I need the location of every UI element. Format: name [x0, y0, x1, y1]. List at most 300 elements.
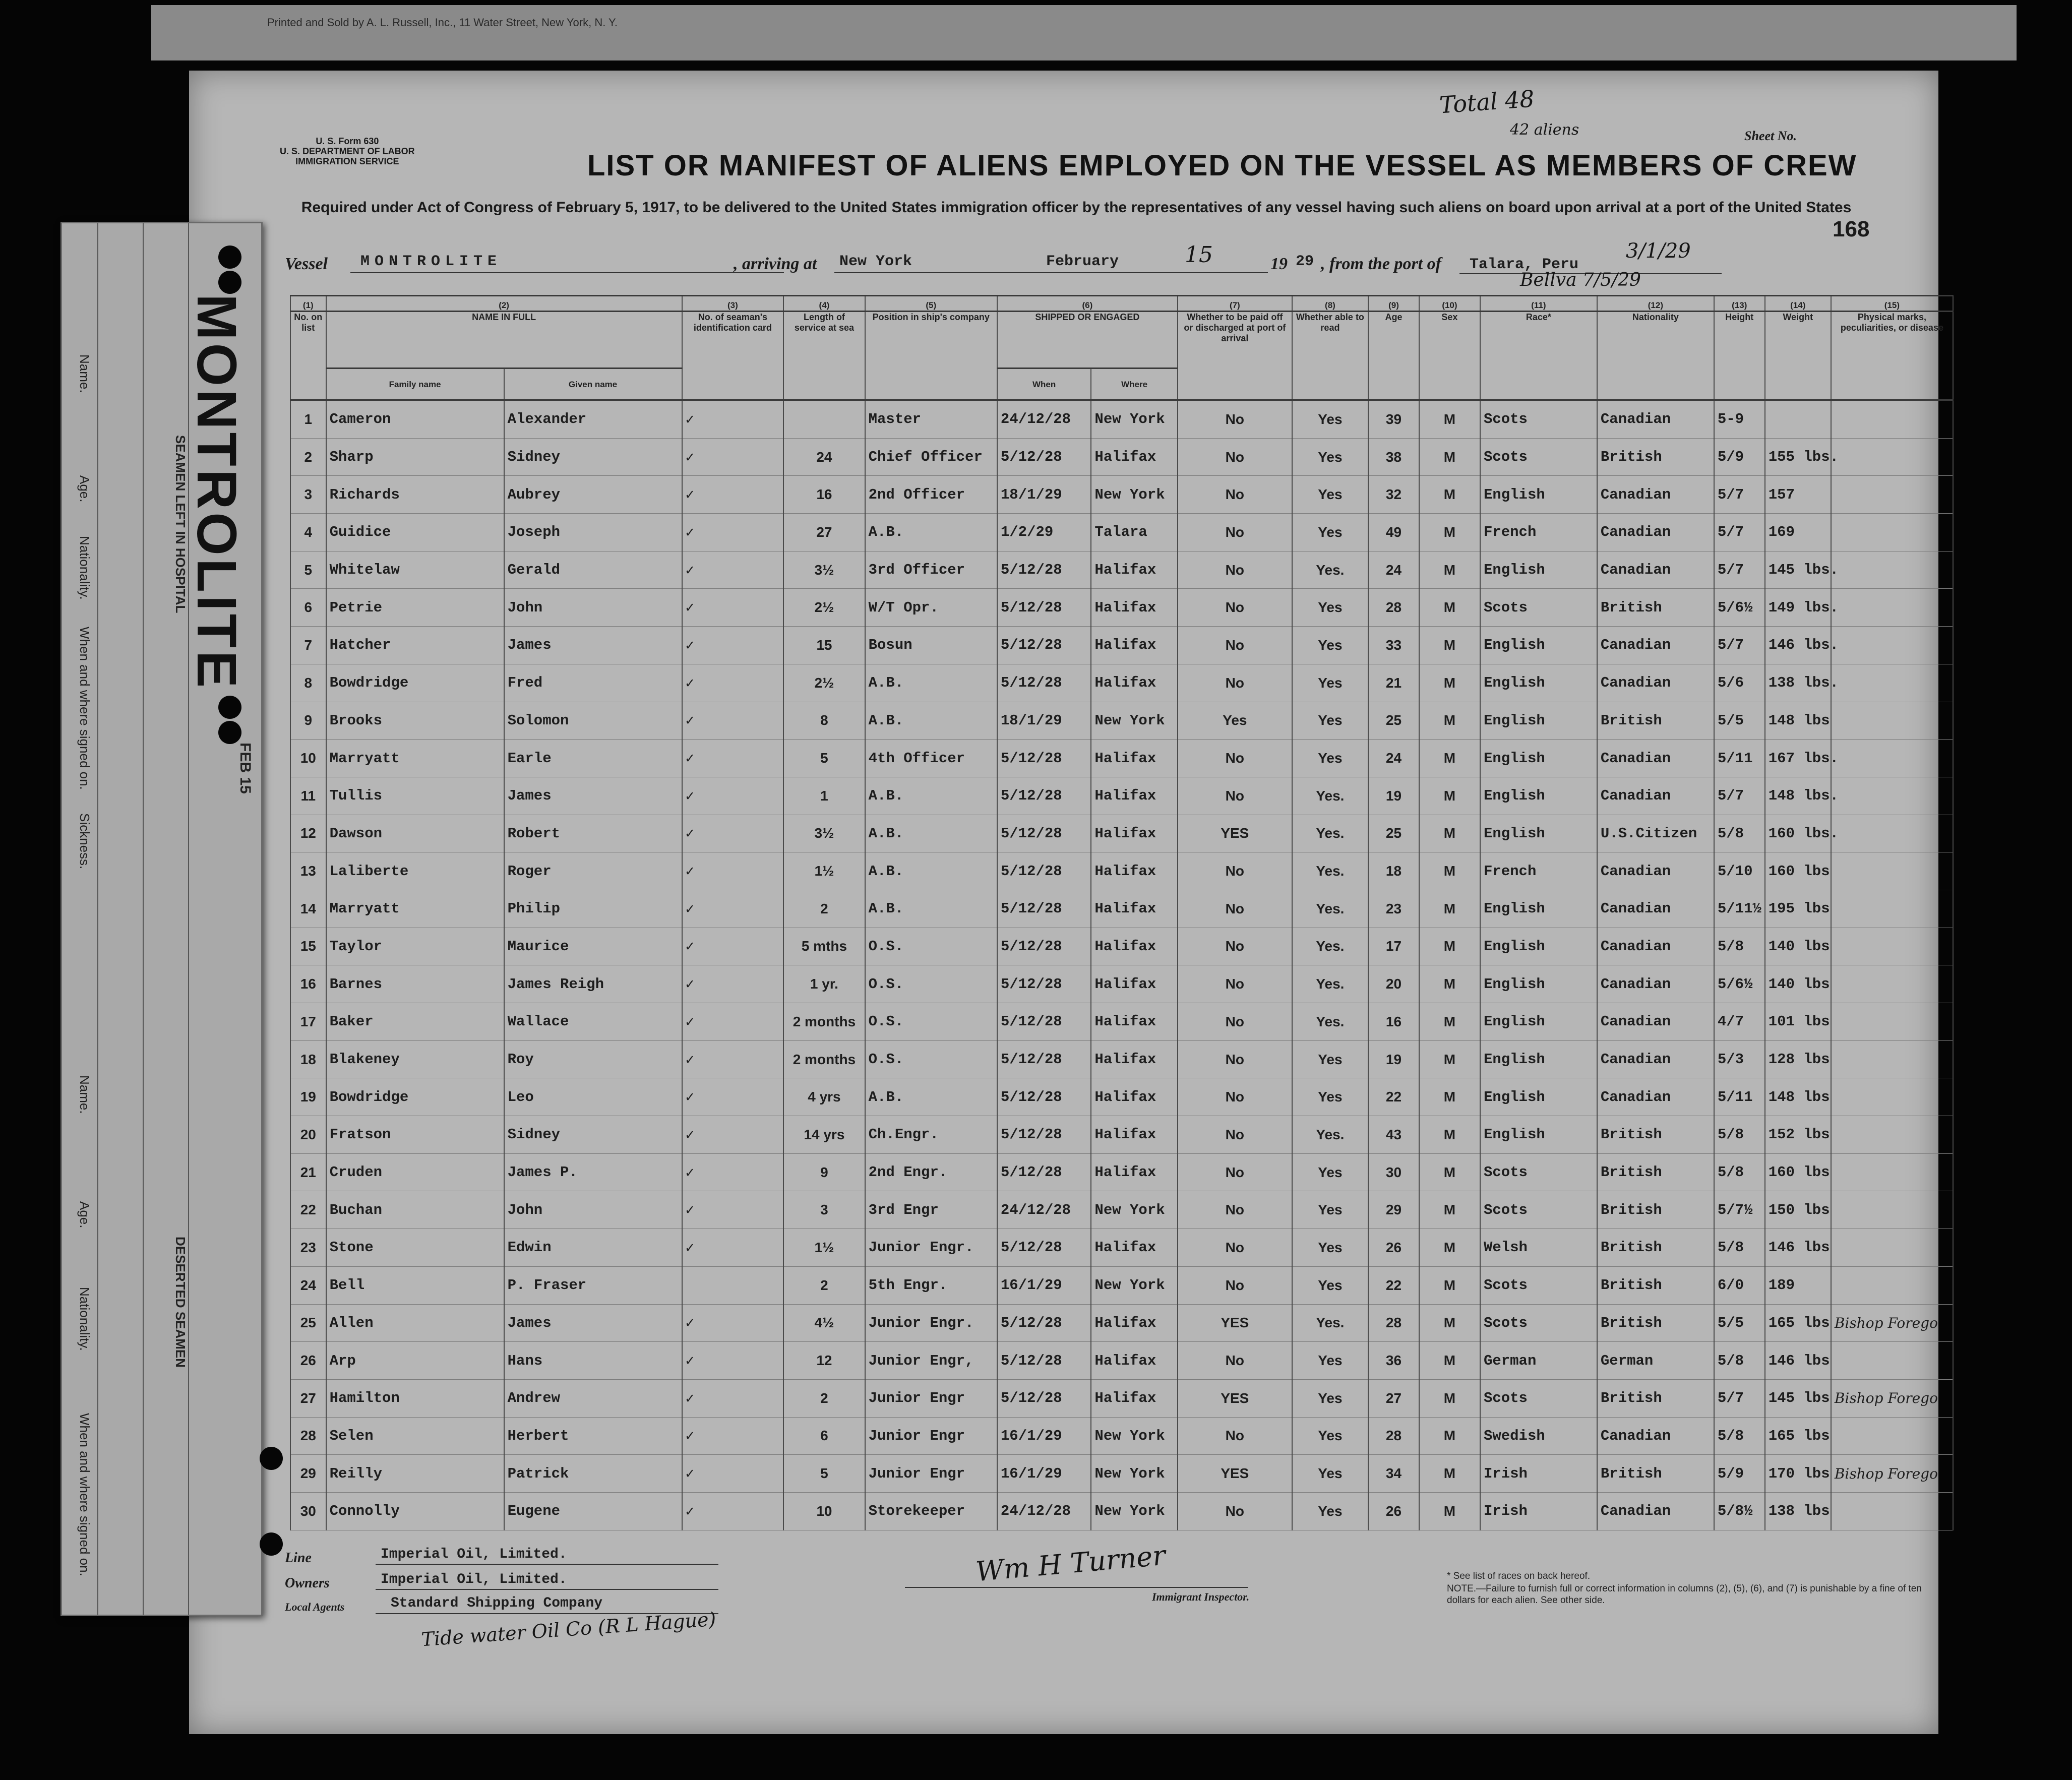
cell-id-card-check: ✓	[682, 965, 784, 1003]
cell-given-name: Andrew	[504, 1379, 682, 1417]
cell-id-card-check: ✓	[682, 852, 784, 890]
inspector-signature: Wm H Turner	[974, 1539, 1167, 1588]
cell-weight: 160 lbs	[1765, 852, 1831, 890]
cell-physical-marks	[1831, 664, 1953, 702]
cell-paid-off: No	[1178, 1492, 1292, 1530]
cell-age: 19	[1368, 777, 1419, 815]
cell-service-length: 2	[783, 1379, 865, 1417]
cell-physical-marks	[1831, 476, 1953, 514]
form-id-block	[280, 136, 415, 166]
cell-nationality: German	[1597, 1342, 1714, 1380]
penalty-note: NOTE.—Failure to furnish full or correct information in columns (2), (5), (6), and (7) is punishable by a fine of ten dollars for each alien. See other side.	[1447, 1583, 1922, 1606]
cell-sex: M	[1419, 627, 1480, 664]
cell-height: 5/10	[1714, 852, 1765, 890]
header-weight: Weight	[1765, 312, 1831, 400]
cell-shipped-when: 5/12/28	[997, 1304, 1091, 1342]
cell-shipped-where: Halifax	[1091, 1304, 1177, 1342]
cell-shipped-when: 5/12/28	[997, 551, 1091, 589]
cell-nationality: Canadian	[1597, 1003, 1714, 1041]
cell-height: 5/7	[1714, 476, 1765, 514]
cell-sex: M	[1419, 777, 1480, 815]
header-service: Length of service at sea	[783, 312, 865, 400]
cell-physical-marks	[1831, 702, 1953, 740]
cell-shipped-when: 5/12/28	[997, 1078, 1091, 1116]
cell-paid-off: YES	[1178, 815, 1292, 852]
cell-paid-off: No	[1178, 1417, 1292, 1455]
cell-physical-marks	[1831, 890, 1953, 928]
cell-id-card-check: ✓	[682, 1379, 784, 1417]
cell-id-card-check: ✓	[682, 1455, 784, 1493]
page-number: 168	[1833, 217, 1870, 241]
binding-hole	[218, 696, 241, 719]
cell-position: Bosun	[865, 627, 997, 664]
cell-service-length: 10	[783, 1492, 865, 1530]
cell-given-name: Wallace	[504, 1003, 682, 1041]
cell-shipped-where: Halifax	[1091, 890, 1177, 928]
cell-position: O.S.	[865, 1040, 997, 1078]
cell-physical-marks	[1831, 1116, 1953, 1154]
cell-weight: 145 lbs.	[1765, 551, 1831, 589]
inspector-label: Immigrant Inspector.	[1152, 1590, 1250, 1603]
cell-given-name: Leo	[504, 1078, 682, 1116]
table-row	[290, 740, 1953, 777]
cell-sex: M	[1419, 551, 1480, 589]
cell-age: 49	[1368, 514, 1419, 551]
cell-able-to-read: Yes.	[1292, 1116, 1368, 1154]
vessel-label: Vessel	[285, 255, 328, 273]
cell-race: Scots	[1480, 589, 1597, 627]
cell-family-name: Blakeney	[326, 1040, 504, 1078]
cell-service-length: 2½	[783, 664, 865, 702]
cell-shipped-when: 5/12/28	[997, 1379, 1091, 1417]
cell-age: 16	[1368, 1003, 1419, 1041]
cell-given-name: Earle	[504, 740, 682, 777]
cell-id-card-check: ✓	[682, 1116, 784, 1154]
cell-physical-marks	[1831, 815, 1953, 852]
cell-family-name: Baker	[326, 1003, 504, 1041]
cell-service-length: 16	[783, 476, 865, 514]
cell-shipped-when: 5/12/28	[997, 1153, 1091, 1191]
cell-given-name: Gerald	[504, 551, 682, 589]
cell-family-name: Dawson	[326, 815, 504, 852]
cell-id-card-check	[682, 1266, 784, 1304]
cell-given-name: James P.	[504, 1153, 682, 1191]
table-row	[290, 852, 1953, 890]
cell-race: Scots	[1480, 438, 1597, 476]
cell-shipped-where: Halifax	[1091, 1229, 1177, 1267]
cell-service-length: 5	[783, 1455, 865, 1493]
cell-service-length: 2	[783, 890, 865, 928]
header-card: No. of seaman's identification card	[682, 312, 784, 400]
cell-sex: M	[1419, 1003, 1480, 1041]
cell-shipped-where: Halifax	[1091, 551, 1177, 589]
cell-able-to-read: Yes.	[1292, 852, 1368, 890]
table-row	[290, 514, 1953, 551]
cell-height: 5/7	[1714, 777, 1765, 815]
cell-row-number: 12	[290, 815, 326, 852]
cell-nationality: British	[1597, 1116, 1714, 1154]
table-row	[290, 627, 1953, 664]
left-in-hospital-title: SEAMEN LEFT IN HOSPITAL	[173, 435, 188, 613]
cell-age: 27	[1368, 1379, 1419, 1417]
field-age-2: Age.	[77, 1201, 92, 1229]
cell-sex: M	[1419, 1455, 1480, 1493]
cell-weight: 167 lbs.	[1765, 740, 1831, 777]
arrival-day: 15	[1185, 242, 1213, 268]
cell-nationality: Canadian	[1597, 890, 1714, 928]
cell-position: O.S.	[865, 965, 997, 1003]
cell-row-number: 8	[290, 664, 326, 702]
field-name: Name.	[77, 354, 92, 393]
cell-given-name: Roy	[504, 1040, 682, 1078]
cell-physical-marks: Bishop Forego	[1831, 1379, 1953, 1417]
cell-shipped-when: 5/12/28	[997, 1040, 1091, 1078]
cell-race: English	[1480, 627, 1597, 664]
binding-hole	[218, 721, 241, 744]
cell-race: Irish	[1480, 1492, 1597, 1530]
cell-shipped-when: 16/1/29	[997, 1417, 1091, 1455]
cell-physical-marks	[1831, 1229, 1953, 1267]
cell-position: 2nd Officer	[865, 476, 997, 514]
cell-family-name: Connolly	[326, 1492, 504, 1530]
cell-height: 5/8	[1714, 1116, 1765, 1154]
arrival-year: 29	[1296, 253, 1314, 270]
cell-height: 4/7	[1714, 1003, 1765, 1041]
cell-shipped-where: Halifax	[1091, 1116, 1177, 1154]
cell-sex: M	[1419, 702, 1480, 740]
cell-row-number: 14	[290, 890, 326, 928]
cell-nationality: Canadian	[1597, 627, 1714, 664]
cell-race: English	[1480, 928, 1597, 965]
cell-able-to-read: Yes	[1292, 438, 1368, 476]
cell-nationality: British	[1597, 1229, 1714, 1267]
cell-able-to-read: Yes.	[1292, 777, 1368, 815]
cell-able-to-read: Yes.	[1292, 551, 1368, 589]
cell-height: 5/8	[1714, 928, 1765, 965]
table-row	[290, 890, 1953, 928]
cell-row-number: 3	[290, 476, 326, 514]
cell-weight: 146 lbs.	[1765, 627, 1831, 664]
cell-position: Chief Officer	[865, 438, 997, 476]
cell-weight: 140 lbs	[1765, 965, 1831, 1003]
field-name-2: Name.	[77, 1075, 92, 1114]
cell-weight: 165 lbs	[1765, 1417, 1831, 1455]
cell-given-name: Edwin	[504, 1229, 682, 1267]
cell-nationality: Canadian	[1597, 777, 1714, 815]
printer-imprint: Printed and Sold by A. L. Russell, Inc., 11 Water Street, New York, N. Y.	[267, 16, 618, 29]
cell-service-length: 9	[783, 1153, 865, 1191]
cell-shipped-where: New York	[1091, 1417, 1177, 1455]
cell-weight: 138 lbs.	[1765, 664, 1831, 702]
page-title: LIST OR MANIFEST OF ALIENS EMPLOYED ON THE VESSEL AS MEMBERS OF CREW	[587, 149, 1857, 182]
cell-sex: M	[1419, 852, 1480, 890]
cell-height: 5/11½	[1714, 890, 1765, 928]
cell-nationality: U.S.Citizen	[1597, 815, 1714, 852]
cell-position: Junior Engr,	[865, 1342, 997, 1380]
cell-able-to-read: Yes.	[1292, 1304, 1368, 1342]
cell-height: 5/11	[1714, 1078, 1765, 1116]
cell-able-to-read: Yes	[1292, 702, 1368, 740]
field-nationality: Nationality.	[77, 536, 92, 600]
cell-height: 5/7	[1714, 1379, 1765, 1417]
cell-weight: 152 lbs	[1765, 1116, 1831, 1154]
cell-sex: M	[1419, 400, 1480, 439]
cell-weight: 138 lbs	[1765, 1492, 1831, 1530]
cell-id-card-check: ✓	[682, 627, 784, 664]
cell-weight: 169	[1765, 514, 1831, 551]
header-position: Position in ship's company	[865, 312, 997, 400]
table-row	[290, 702, 1953, 740]
cell-row-number: 29	[290, 1455, 326, 1493]
cell-paid-off: No	[1178, 514, 1292, 551]
cell-id-card-check: ✓	[682, 400, 784, 439]
cell-row-number: 13	[290, 852, 326, 890]
cell-race: English	[1480, 1003, 1597, 1041]
cell-able-to-read: Yes	[1292, 740, 1368, 777]
cell-height: 5/9	[1714, 438, 1765, 476]
cell-shipped-where: Halifax	[1091, 740, 1177, 777]
cell-row-number: 11	[290, 777, 326, 815]
cell-age: 36	[1368, 1342, 1419, 1380]
page-subtitle: Required under Act of Congress of February 5, 1917, to be delivered to the United States immigration officer by the representatives of any vessel having such aliens on board upon arrival at a port of the United States	[301, 199, 1852, 216]
cell-paid-off: No	[1178, 400, 1292, 439]
cell-row-number: 27	[290, 1379, 326, 1417]
cell-height: 5/8½	[1714, 1492, 1765, 1530]
cell-age: 34	[1368, 1455, 1419, 1493]
cell-given-name: Aubrey	[504, 476, 682, 514]
cell-family-name: Richards	[326, 476, 504, 514]
deserted-seamen-title: DESERTED SEAMEN	[173, 1237, 188, 1368]
cell-paid-off: No	[1178, 1191, 1292, 1229]
cell-id-card-check: ✓	[682, 1417, 784, 1455]
cell-id-card-check: ✓	[682, 1078, 784, 1116]
cell-family-name: Guidice	[326, 514, 504, 551]
cell-able-to-read: Yes	[1292, 1229, 1368, 1267]
cell-age: 28	[1368, 589, 1419, 627]
cell-nationality: British	[1597, 438, 1714, 476]
cell-row-number: 17	[290, 1003, 326, 1041]
table-row	[290, 1191, 1953, 1229]
cell-nationality: British	[1597, 1191, 1714, 1229]
cell-race: English	[1480, 965, 1597, 1003]
cell-id-card-check: ✓	[682, 438, 784, 476]
cell-able-to-read: Yes	[1292, 514, 1368, 551]
header-no: No. on list	[290, 312, 326, 400]
cell-paid-off: No	[1178, 1266, 1292, 1304]
cell-shipped-when: 18/1/29	[997, 476, 1091, 514]
cell-shipped-when: 5/12/28	[997, 852, 1091, 890]
cell-sex: M	[1419, 740, 1480, 777]
arrival-port: New York	[839, 253, 912, 270]
cell-position: Junior Engr	[865, 1417, 997, 1455]
header-name: NAME IN FULL	[326, 312, 682, 369]
cell-family-name: Whitelaw	[326, 551, 504, 589]
cell-physical-marks	[1831, 1492, 1953, 1530]
cell-able-to-read: Yes.	[1292, 890, 1368, 928]
cell-paid-off: YES	[1178, 1455, 1292, 1493]
cell-shipped-where: Halifax	[1091, 438, 1177, 476]
cell-nationality: British	[1597, 1455, 1714, 1493]
cell-given-name: John	[504, 589, 682, 627]
table-row	[290, 589, 1953, 627]
cell-shipped-where: Halifax	[1091, 1342, 1177, 1380]
vessel-name: MONTROLITE	[360, 253, 502, 270]
cell-weight: 148 lbs	[1765, 1078, 1831, 1116]
arriving-label: , arriving at	[734, 255, 817, 273]
cell-row-number: 6	[290, 589, 326, 627]
cell-paid-off: No	[1178, 1040, 1292, 1078]
cell-nationality: British	[1597, 1304, 1714, 1342]
cell-physical-marks	[1831, 928, 1953, 965]
cell-physical-marks	[1831, 627, 1953, 664]
owners-label: Owners	[285, 1575, 330, 1591]
cell-family-name: Brooks	[326, 702, 504, 740]
cell-paid-off: No	[1178, 438, 1292, 476]
binding-hole	[218, 271, 241, 294]
cell-nationality: Canadian	[1597, 1040, 1714, 1078]
cell-able-to-read: Yes.	[1292, 928, 1368, 965]
cell-shipped-where: Halifax	[1091, 1040, 1177, 1078]
service-name: IMMIGRATION SERVICE	[295, 156, 399, 166]
binding-hole	[218, 245, 241, 269]
cell-shipped-where: New York	[1091, 476, 1177, 514]
cell-weight: 101 lbs	[1765, 1003, 1831, 1041]
cell-physical-marks	[1831, 589, 1953, 627]
crew-manifest-table	[290, 295, 1954, 1530]
field-signed-on-2: When and where signed on.	[77, 1413, 92, 1576]
cell-race: English	[1480, 890, 1597, 928]
cell-row-number: 10	[290, 740, 326, 777]
cell-weight: 155 lbs.	[1765, 438, 1831, 476]
cell-race: Scots	[1480, 1379, 1597, 1417]
cell-given-name: Alexander	[504, 400, 682, 439]
binding-hole	[260, 1447, 283, 1470]
cell-paid-off: No	[1178, 664, 1292, 702]
cell-row-number: 30	[290, 1492, 326, 1530]
line-value: Imperial Oil, Limited.	[381, 1547, 567, 1562]
crew-rows	[290, 400, 1953, 1530]
cell-race: English	[1480, 702, 1597, 740]
cell-physical-marks	[1831, 551, 1953, 589]
cell-position: A.B.	[865, 852, 997, 890]
cell-height: 5-9	[1714, 400, 1765, 439]
cell-row-number: 28	[290, 1417, 326, 1455]
table-row	[290, 1229, 1953, 1267]
cell-id-card-check: ✓	[682, 1191, 784, 1229]
cell-race: English	[1480, 815, 1597, 852]
cell-nationality: Canadian	[1597, 551, 1714, 589]
cell-family-name: Hatcher	[326, 627, 504, 664]
cell-shipped-when: 5/12/28	[997, 928, 1091, 965]
header-marks: Physical marks, peculiarities, or disease	[1831, 312, 1953, 400]
cell-row-number: 5	[290, 551, 326, 589]
cell-weight: 165 lbs	[1765, 1304, 1831, 1342]
cell-age: 38	[1368, 438, 1419, 476]
cell-shipped-when: 1/2/29	[997, 514, 1091, 551]
cell-race: Swedish	[1480, 1417, 1597, 1455]
cell-id-card-check: ✓	[682, 589, 784, 627]
cell-weight	[1765, 400, 1831, 439]
cell-family-name: Bowdridge	[326, 664, 504, 702]
cell-nationality: Canadian	[1597, 476, 1714, 514]
cell-family-name: Taylor	[326, 928, 504, 965]
second-port-note: Bellva 7/5/29	[1520, 270, 1641, 290]
cell-able-to-read: Yes	[1292, 627, 1368, 664]
cell-shipped-when: 5/12/28	[997, 740, 1091, 777]
cell-able-to-read: Yes.	[1292, 815, 1368, 852]
cell-shipped-when: 5/12/28	[997, 815, 1091, 852]
cell-given-name: Herbert	[504, 1417, 682, 1455]
cell-family-name: Cruden	[326, 1153, 504, 1191]
cell-shipped-where: Halifax	[1091, 664, 1177, 702]
cell-weight: 189	[1765, 1266, 1831, 1304]
cell-given-name: Robert	[504, 815, 682, 852]
cell-nationality: Canadian	[1597, 928, 1714, 965]
header-family-name: Family name	[326, 369, 504, 400]
cell-service-length: 1½	[783, 852, 865, 890]
cell-family-name: Allen	[326, 1304, 504, 1342]
cell-paid-off: No	[1178, 965, 1292, 1003]
cell-nationality: Canadian	[1597, 400, 1714, 439]
cell-able-to-read: Yes	[1292, 1078, 1368, 1116]
cell-service-length: 6	[783, 1417, 865, 1455]
cell-given-name: Hans	[504, 1342, 682, 1380]
cell-sex: M	[1419, 1417, 1480, 1455]
cell-sex: M	[1419, 1342, 1480, 1380]
cell-given-name: Sidney	[504, 1116, 682, 1154]
cell-height: 6/0	[1714, 1266, 1765, 1304]
cell-id-card-check: ✓	[682, 1229, 784, 1267]
cell-position: A.B.	[865, 514, 997, 551]
cell-paid-off: No	[1178, 852, 1292, 890]
cell-weight: 140 lbs	[1765, 928, 1831, 965]
table-row	[290, 965, 1953, 1003]
departure-port: Talara, Peru	[1470, 256, 1579, 273]
cell-physical-marks	[1831, 965, 1953, 1003]
table-row	[290, 1040, 1953, 1078]
cell-shipped-when: 16/1/29	[997, 1266, 1091, 1304]
cell-shipped-when: 5/12/28	[997, 890, 1091, 928]
cell-sex: M	[1419, 476, 1480, 514]
table-row	[290, 1078, 1953, 1116]
table-row	[290, 1003, 1953, 1041]
cell-paid-off: No	[1178, 740, 1292, 777]
cell-position: A.B.	[865, 777, 997, 815]
cell-shipped-when: 5/12/28	[997, 438, 1091, 476]
cell-position: Junior Engr	[865, 1455, 997, 1493]
column-header-row	[290, 312, 1953, 369]
cell-race: Scots	[1480, 1266, 1597, 1304]
table-row	[290, 1492, 1953, 1530]
cell-row-number: 23	[290, 1229, 326, 1267]
header-paid-off: Whether to be paid off or discharged at port of arrival	[1178, 312, 1292, 400]
cell-given-name: Eugene	[504, 1492, 682, 1530]
cell-race: Scots	[1480, 400, 1597, 439]
cell-given-name: Joseph	[504, 514, 682, 551]
cell-able-to-read: Yes	[1292, 1492, 1368, 1530]
cell-race: Scots	[1480, 1304, 1597, 1342]
cell-position: Junior Engr.	[865, 1229, 997, 1267]
cell-given-name: James	[504, 627, 682, 664]
cell-able-to-read: Yes	[1292, 664, 1368, 702]
arrival-month: February	[1046, 253, 1119, 270]
cell-nationality: British	[1597, 1153, 1714, 1191]
year-label: 19	[1270, 255, 1288, 273]
cell-age: 26	[1368, 1229, 1419, 1267]
cell-paid-off: No	[1178, 777, 1292, 815]
cell-height: 5/6	[1714, 664, 1765, 702]
cell-position: A.B.	[865, 1078, 997, 1116]
